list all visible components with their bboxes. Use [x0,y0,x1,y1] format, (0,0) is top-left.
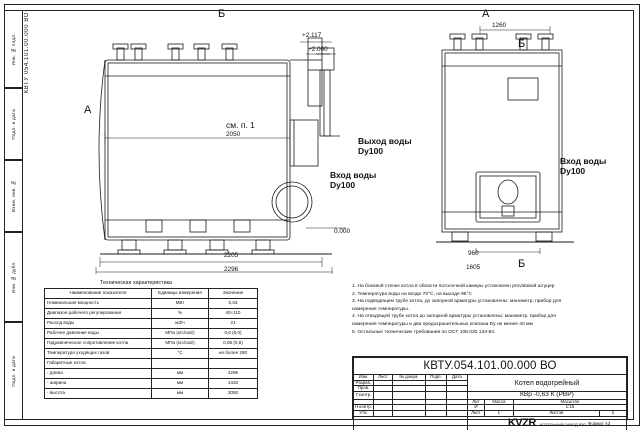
tb-sheets-no: 2 [599,411,626,417]
tb-mass-label: Масса [484,399,513,405]
spec-header-2: Значение [209,289,258,299]
spec-cell: не более 280 [209,349,258,359]
callout-water-outlet [358,136,412,156]
tb-sheets-label: Листов [513,411,599,417]
tb-lit-label: Лит [467,399,484,405]
spec-cell: 21 [209,319,258,329]
spec-cell: мм [152,369,209,379]
spec-cell: м3/ч [152,319,209,329]
callout-water-outlet-sub: Dy100 [358,146,384,156]
tb-scale-value: 1:15 [513,405,626,411]
boiler-end-view [424,24,607,254]
tb-col-docnum: № докум. [392,375,425,381]
spec-row [45,309,258,319]
spec-cell: Гидравлическое сопротивление котла [45,339,152,349]
spec-cell: Габаритные котла [45,359,152,369]
section-mark-b-bottom: Б [518,258,526,270]
company-name: КОТЕЛЬНЫЙ ЗАВОД РЗП [540,422,587,427]
tb-product-name-1: Котел водогрейный [467,375,626,392]
spec-row [45,379,258,389]
sheet-format-label: Формат [588,421,604,426]
spec-row [45,359,258,369]
tb-col-podp: Подп. [425,375,446,381]
spec-cell [152,359,209,369]
spec-row [45,349,258,359]
spec-cell [209,359,258,369]
tb-col-data: Дата [446,375,467,381]
spec-row [45,329,258,339]
section-mark-b-top-left: Б [218,8,226,20]
margin-cell-4: Подп. и дата [4,322,22,420]
spec-cell: 2296 [209,369,258,379]
section-mark-b-right: Б [518,38,526,50]
dim-2050: 2050 [226,131,241,138]
spec-cell: 1432 [209,379,258,389]
tb-spacer [354,416,468,430]
spec-cell: Номинальная мощность [45,299,152,309]
sheet-format [588,421,610,426]
spec-cell: % [152,309,209,319]
callout-water-inlet-center-title: Вход воды [330,170,377,180]
note-line: 2. Температура воды на входе 70°С, на выходе 95°С [352,291,473,297]
note-line: измерения температуры и два предохранительных клапана Dу не менее 40 мм [352,322,533,328]
callout-water-inlet-center-sub: Dy100 [330,180,356,190]
spec-row [45,339,258,349]
company-logo: KVZR [507,416,536,429]
spec-row [45,369,258,379]
tb-stage: И [467,405,484,411]
spec-cell: МВт [152,299,209,309]
spec-header-row [45,289,258,299]
callout-water-inlet-center [330,170,376,190]
dim-1605: 1605 [466,264,481,271]
note-line: измерения температуры. [352,306,410,312]
tb-role-tkontr: Т.контр. [354,391,374,399]
spec-cell: Температура уходящих газов [45,349,152,359]
callout-water-outlet-title: Выход воды [358,136,412,146]
note-line: 4. На отводящей трубе котла до запорной арматуры установлены: манометр, прибор для [352,314,556,320]
spec-cell: 0,6 (6,0) [209,329,258,339]
tb-sheet-label: Лист [467,411,484,417]
spec-row [45,319,258,329]
margin-cell-2: Взам. инв. № [4,160,22,232]
note-line: 1. На боковой стенке котла в области потолочной камеры установлен providовой штуцер [352,284,555,289]
spec-cell: мм [152,379,209,389]
spec-row [45,299,258,309]
spec-cell: 40÷110 [209,309,258,319]
spec-row [45,389,258,399]
spec-cell: Расход воды [45,319,152,329]
spec-cell: 2050 [209,389,258,399]
technical-notes [352,283,628,336]
spec-table [44,288,258,399]
tb-col-list: Лист [373,375,392,381]
tb-col-izm: Изм. [354,375,374,381]
dim-960: 960 [468,250,479,257]
title-block-doc-code: КВТУ.054.101.00.000 ВО [354,358,627,375]
sheet-top-code: КВТУ 054.101.00.000 ВО [24,12,30,94]
section-mark-a-top-right: А [482,8,490,20]
note-line: 3. На подводящем трубе котла, до запорной арматуры установлены: манометр, прибор для [352,299,562,305]
callout-water-inlet-right-sub: Dy100 [560,166,586,176]
tb-sheet-no: 1 [484,411,513,417]
dim-2296: 2296 [224,266,239,273]
spec-cell: 0,06 (0,6) [209,339,258,349]
spec-cell: МПа (кгс/см2) [152,339,209,349]
note-line: 5. Остальные технические требования по ОСТ 108.030.133-84. [352,329,496,335]
spec-header-0: Наименование показателя [45,289,152,299]
section-mark-a-left: А [84,104,92,116]
spec-header-1: Единицы измерения [152,289,209,299]
spec-cell: Диапазон рабочего регулирования [45,309,152,319]
riser-detail [300,40,360,160]
tb-role-utv: Утв. [354,411,374,417]
margin-cell-3: Инв. № дубл. [4,232,22,322]
see-item-note: см. п. 1 [226,120,255,130]
spec-cell: 0,63 [209,299,258,309]
tb-role-razrab: Разраб. [354,380,374,386]
spec-cell: - высота [45,389,152,399]
dim-elev-mid: +2.000 [308,46,328,53]
spec-cell: мм [152,389,209,399]
dim-elev-top: +2.117 [302,32,322,39]
margin-cell-1: Подп. и дата [4,88,22,160]
spec-cell: °С [152,349,209,359]
callout-water-inlet-right-title: Вход воды [560,156,607,166]
tb-role-prov: Пров. [354,386,374,392]
spec-cell: МПа (кгс/см2) [152,329,209,339]
spec-cell: - ширина [45,379,152,389]
tb-role-nkontr: Н.контр. [355,404,372,410]
dim-zero: 0.000 [334,228,350,235]
spec-table-title: Техническая характеристика [100,280,173,286]
dim-1260: 1260 [492,22,507,29]
spec-cell: - длина [45,369,152,379]
tb-scale-label: Масштаб [513,399,626,405]
dim-2205: 2205 [224,252,239,259]
sheet-format-value: A3 [604,421,611,426]
spec-cell: Рабочее давление воды [45,329,152,339]
callout-water-inlet-right [560,156,606,176]
tb-product-name-2: КВр -0,63 К (РВР) [467,391,626,399]
margin-cell-0: Инв. № подл. [4,10,22,88]
